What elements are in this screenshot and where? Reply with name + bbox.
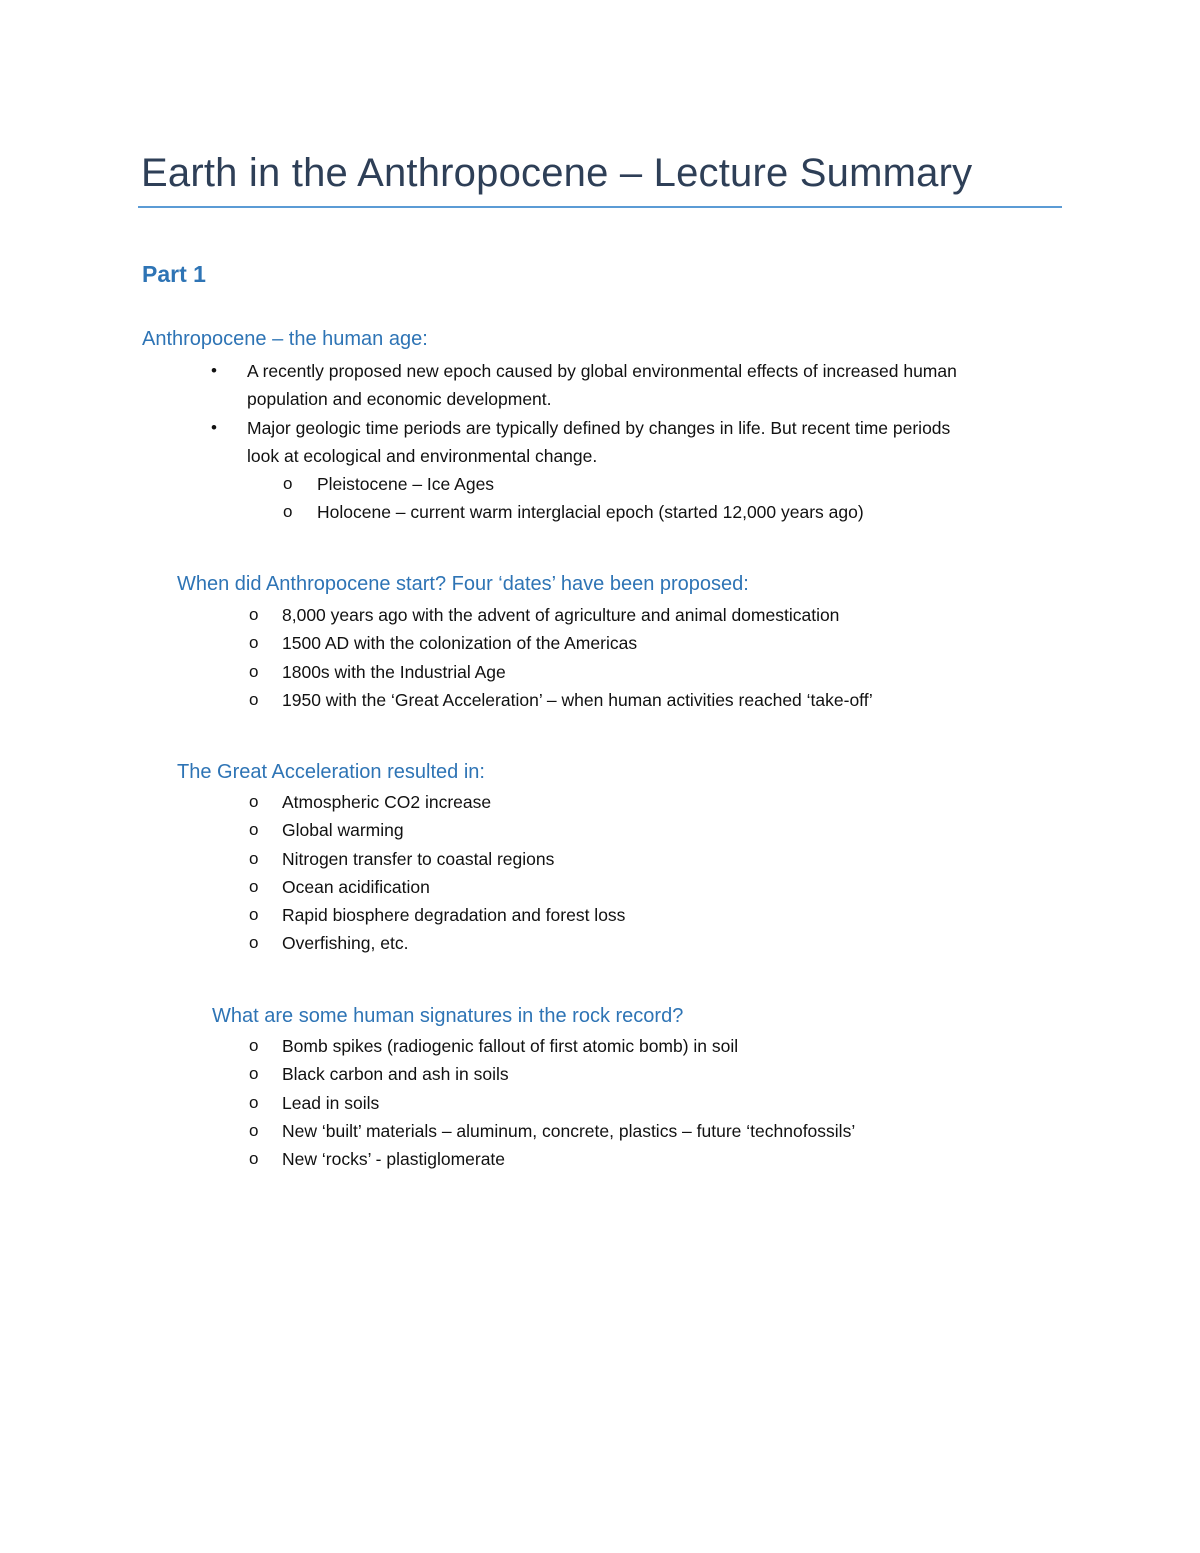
section-heading-start-dates: When did Anthropocene start? Four ‘dates’ have been proposed:: [177, 573, 749, 595]
title-underline: [138, 206, 1062, 208]
list-item-text: 1950 with the ‘Great Acceleration’ – when human activities reached ‘take-off’: [282, 689, 873, 710]
sub-marker: o: [249, 1036, 259, 1055]
sub-marker: o: [249, 1064, 259, 1084]
sub-marker: o: [249, 876, 259, 896]
list-item: [249, 629, 873, 657]
list-item: [249, 816, 625, 844]
sub-marker: o: [249, 1120, 259, 1140]
signatures-list: [249, 1032, 855, 1173]
list-item: [249, 601, 873, 629]
bullet-line: look at ecological and environmental change.: [247, 445, 598, 466]
list-item-text: Pleistocene – Ice Ages: [317, 474, 495, 494]
section-heading-great-acceleration: The Great Acceleration resulted in:: [177, 761, 485, 783]
list-item: [249, 658, 873, 686]
list-item-text: New ‘rocks’ - plastiglomerate: [282, 1149, 506, 1170]
anthropocene-sub-list: [283, 470, 864, 527]
list-item: [249, 845, 625, 873]
sub-marker: o: [249, 792, 259, 811]
list-item-text: 8,000 years ago with the advent of agriculture and animal domestication: [282, 605, 840, 625]
part-heading: Part 1: [142, 261, 206, 287]
sub-marker: o: [249, 1092, 259, 1112]
sub-marker: o: [249, 689, 259, 709]
list-item-text: Ocean acidification: [282, 876, 430, 897]
list-item: [249, 788, 625, 816]
sub-marker: o: [249, 905, 259, 925]
list-item: [249, 686, 873, 714]
list-item-text: Atmospheric CO2 increase: [282, 792, 492, 812]
sub-marker: o: [283, 474, 293, 493]
list-item: [249, 1117, 855, 1145]
sub-marker: o: [249, 848, 259, 868]
list-item: [249, 901, 625, 929]
sub-marker: o: [249, 1149, 259, 1169]
section-heading-anthropocene: Anthropocene – the human age:: [142, 328, 428, 350]
sub-marker: o: [249, 605, 259, 624]
list-item-text: Lead in soils: [282, 1092, 380, 1113]
section-heading-signatures: What are some human signatures in the rock record?: [212, 1005, 684, 1027]
list-item: [249, 1089, 855, 1117]
list-item: [249, 1032, 855, 1060]
list-item-text: Bomb spikes (radiogenic fallout of first atomic bomb) in soil: [282, 1036, 739, 1056]
bullet-marker: •: [211, 361, 217, 380]
start-dates-list: [249, 601, 873, 714]
list-item-text: New ‘built’ materials – aluminum, concrete, plastics – future ‘technofossils’: [282, 1120, 856, 1141]
sub-marker: o: [249, 633, 259, 653]
list-item: [249, 1060, 855, 1088]
list-item: [249, 1145, 855, 1173]
list-item: [283, 498, 864, 526]
list-item-text: 1800s with the Industrial Age: [282, 661, 506, 682]
list-item-text: 1500 AD with the colonization of the Americas: [282, 633, 638, 654]
list-item: [249, 873, 625, 901]
bullet-marker: •: [211, 417, 217, 437]
list-item-text: Rapid biosphere degradation and forest loss: [282, 905, 626, 926]
list-item: [249, 929, 625, 957]
list-item-text: Overfishing, etc.: [282, 933, 409, 954]
bullet-line: A recently proposed new epoch caused by global environmental effects of increased human: [247, 361, 957, 381]
document-title: Earth in the Anthropocene – Lecture Summary: [141, 151, 973, 195]
list-item-text: Holocene – current warm interglacial epoch (started 12,000 years ago): [317, 502, 864, 523]
sub-marker: o: [249, 661, 259, 681]
list-item-text: Black carbon and ash in soils: [282, 1064, 509, 1085]
bullet-line: population and economic development.: [247, 389, 552, 410]
list-item: [211, 414, 1071, 471]
list-item-text: Nitrogen transfer to coastal regions: [282, 848, 555, 869]
list-item: [283, 470, 864, 498]
list-item: [211, 357, 1071, 414]
bullet-line: Major geologic time periods are typically defined by changes in life. But recent time periods: [247, 417, 951, 438]
sub-marker: o: [283, 502, 293, 522]
anthropocene-bullet-list: [211, 357, 1071, 470]
sub-marker: o: [249, 820, 259, 840]
list-item-text: Global warming: [282, 820, 404, 841]
great-acceleration-list: [249, 788, 625, 958]
sub-marker: o: [249, 933, 259, 953]
